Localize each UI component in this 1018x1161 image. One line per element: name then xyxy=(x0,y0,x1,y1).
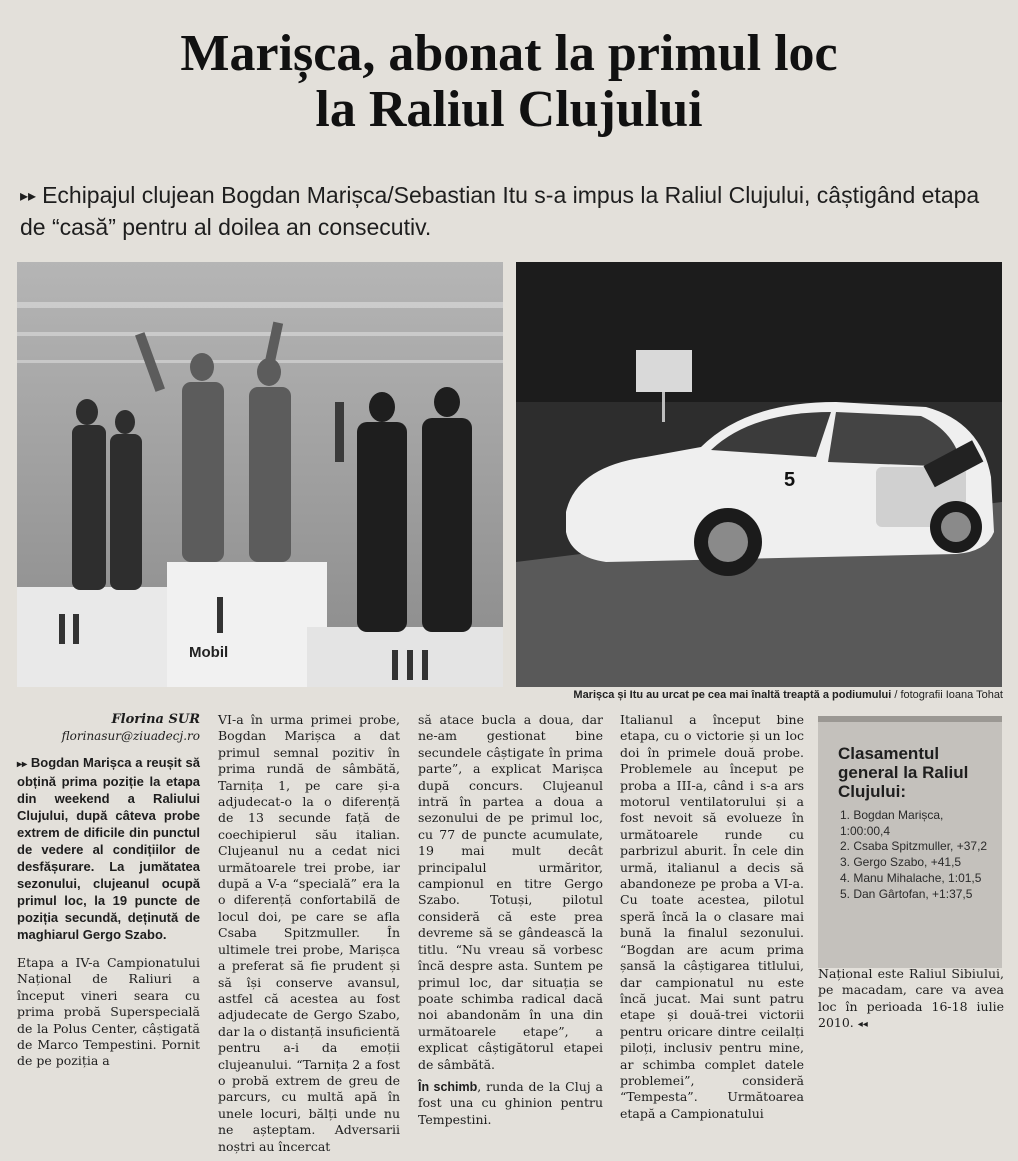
article-column-4 xyxy=(620,712,804,1128)
headline-line2: la Raliul Clujului xyxy=(315,81,703,138)
article-paragraph xyxy=(818,966,1004,1034)
standings-item: 5. Dan Gârtofan, +1:37,5 xyxy=(840,886,973,901)
subsection-lead: În schimb xyxy=(418,1079,478,1094)
article-paragraph: VI-a în urma primei probe, Bogdan Marișca a dat primul semnal pozitiv în prima rundă de sâmbătă, Tarnița 1, pe care și-a adjudecat-o la o diferență de 13 secunde față de coechipierul său italian. Clujeanul nu a cedat nici următoarele trei probe, iar după a V-a “specială” era la o diferență confortabilă de locul doi, pe care se afla Csaba Spitzmuller. În ultimele trei probe, Marișca a preferat să fie prudent și să își conserve avansul, astfel că acestea au fost adjudecate de Gergo Szabo, dar la o distanță insuficientă pentru a-i da emoții clujeanului. “Tarnița 2 a fost o probă extrem de greu de parcurs, cu multă apă în unele locuri, bălți unde nu ne așteptam. Adversarii noștri au încercat xyxy=(218,712,400,1154)
article-column-1 xyxy=(17,712,200,1076)
car-number: 5 xyxy=(784,469,796,491)
article-intro xyxy=(17,754,200,943)
headline-line1: Marișca, abonat la primul loc xyxy=(180,25,838,82)
article-column-2 xyxy=(218,712,400,1161)
article-paragraph: Etapa a IV-a Campionatului Național de Raliuri a început vineri seara cu prima probă Superspecială de la Polus Center, câștigată de Marco Tempestini. Pornit de pe poziția a xyxy=(17,955,200,1069)
article-column-5 xyxy=(818,966,1004,1040)
subsection-text: , runda de la Cluj a fost una cu ghinion pentru Tempestini. xyxy=(418,1078,603,1127)
rally-car-photo xyxy=(516,262,1002,687)
article-intro-text: Bogdan Marișca a reușit să obțină prima poziție la etapa din weekend a Raliului Clujului, după câteva probe extrem de dificile din punctul de vedere al condițiilor de desfășurare. La jumătatea sezonului, clujeanul ocupă primul loc, la 19 puncte de poziția secundă, deținută de maghiarul Gergo Szabo. xyxy=(17,755,200,942)
standings-item: 4. Manu Mihalache, 1:01,5 xyxy=(840,870,982,885)
closing-text: Național este Raliul Sibiului, pe macadam, care va avea loc în perioada 16-18 iulie 2010. xyxy=(818,966,1004,1031)
double-arrow-icon: ▸▸ xyxy=(20,188,37,205)
standings-list xyxy=(840,808,995,902)
photo-caption xyxy=(520,689,1003,701)
sponsor-label: Mobil xyxy=(189,644,229,661)
rally-car-illustration xyxy=(516,262,1002,687)
podium-photo-illustration xyxy=(17,262,503,687)
article-paragraph: să atace bucla a doua, dar ne-am gestionat bine secundele câștigate în prima parte”, a explicat Marișca după concurs. Clujeanul intră în partea a doua a sezonului de pe primul loc, cu 77 de puncte acumulate, 19 mai mult decât principalul urmăritor, campionul en titre Gergo Szabo. Totuși, pilotul consideră că este prea devreme să se gândească la titlu. “Nu vreau să vorbesc încă despre asta. Suntem pe primul loc, dar situația se poate schimba radical dacă noi abandonăm în una din următoarele etape”, a explicat câștigătorul etapei de sâmbătă. xyxy=(418,712,603,1072)
standings-item: 3. Gergo Szabo, +41,5 xyxy=(840,855,962,870)
article-paragraph xyxy=(418,1079,603,1128)
podium-photo xyxy=(17,262,503,687)
article-column-3 xyxy=(418,712,603,1134)
article-paragraph: Italianul a început bine etapa, cu o victorie și un loc doi în primele două probe. Problemele au început pe proba a III-a, când i s-a ars motorul ventilatorului și a fost nevoit să evolueze în următoarele runde cu parbrizul aburit. În cele din urmă, italianul a decis să abandoneze pe proba a VI-a. Cu toate acestea, pilotul speră încă la o clasare mai bună la finalul sezonului. “Bogdan are acum prima șansă la câștigarea titlului, dar campionatul nu este încă jucat. Mai sunt patru etape și două-trei victorii pentru oricare dintre ceilalți piloți, inclusiv pentru mine, ar schimba complet datele problemei”, consideră “Tempesta”. Următoarea etapă a Campionatului xyxy=(620,712,804,1121)
caption-text: Marișca și Itu au urcat pe cea mai înaltă treaptă a podiumului xyxy=(573,689,892,701)
headline xyxy=(0,26,1018,138)
standings-box xyxy=(818,716,1002,968)
byline-author: Florina SUR xyxy=(111,712,200,727)
photo-credit: / fotografii Ioana Tohat xyxy=(891,689,1003,701)
lead-paragraph xyxy=(20,180,1005,243)
double-arrow-icon: ▸▸ xyxy=(17,759,28,770)
end-arrow-icon: ◂◂ xyxy=(857,1019,868,1031)
lead-text: Echipajul clujean Bogdan Marișca/Sebastian Itu s-a impus la Raliul Clujului, câștigând etapa de “casă” pentru al doilea an consecutiv. xyxy=(20,182,980,240)
standings-title: Clasamentul general la Raliul Clujului: xyxy=(838,744,969,801)
standings-item: 1. Bogdan Marișca, 1:00:00,4 xyxy=(840,808,944,838)
standings-item: 2. Csaba Spitzmuller, +37,2 xyxy=(840,839,988,854)
byline-email: florinasur@ziuadecj.ro xyxy=(61,729,200,743)
